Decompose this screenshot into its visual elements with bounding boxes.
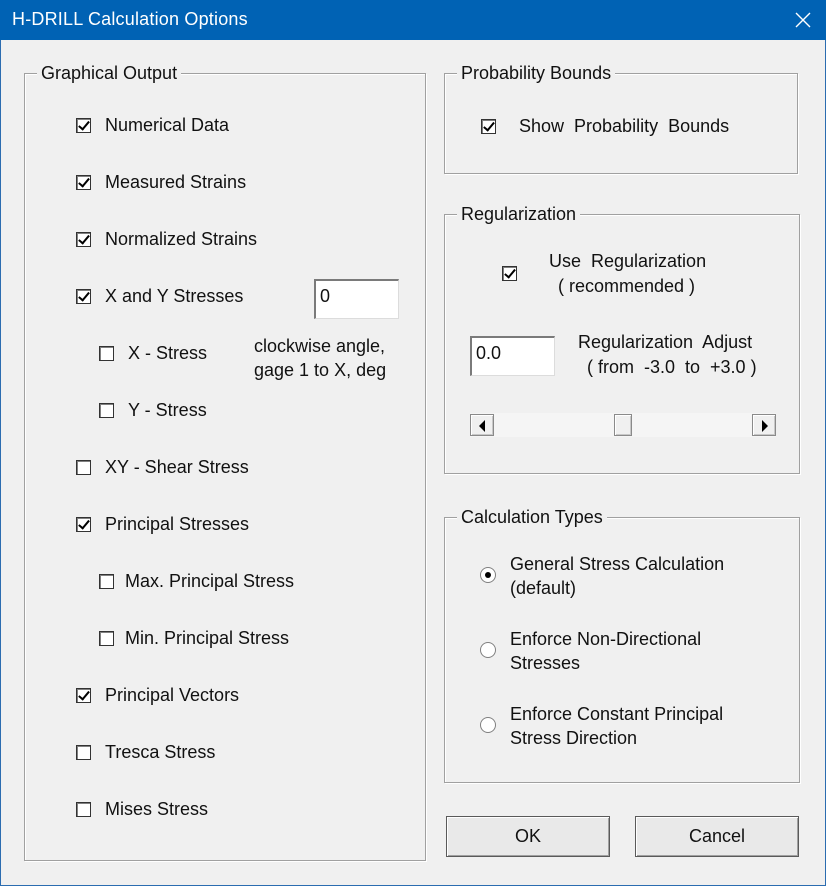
y-stress-checkbox[interactable] bbox=[99, 403, 114, 418]
slider-thumb[interactable] bbox=[614, 414, 632, 436]
window-title: H-DRILL Calculation Options bbox=[12, 9, 248, 29]
principal-stresses-label: Principal Stresses bbox=[105, 514, 250, 534]
general-stress-label-line2: (default) bbox=[510, 578, 577, 598]
probability-bounds-legend: Probability Bounds bbox=[457, 62, 615, 84]
regularization-adjust-input[interactable]: 0.0 bbox=[470, 336, 555, 376]
constant-principal-radio[interactable] bbox=[480, 717, 496, 733]
principal-vectors-checkbox[interactable] bbox=[76, 688, 91, 703]
regularization-slider[interactable] bbox=[470, 413, 776, 437]
xy-shear-stress-label: XY - Shear Stress bbox=[105, 457, 249, 477]
slider-left-button[interactable] bbox=[470, 414, 494, 436]
xy-stresses-label: X and Y Stresses bbox=[105, 286, 244, 306]
xy-stresses-checkbox[interactable] bbox=[76, 289, 91, 304]
non-directional-radio[interactable] bbox=[480, 642, 496, 658]
graphical-output-legend: Graphical Output bbox=[37, 62, 181, 84]
measured-strains-label: Measured Strains bbox=[105, 172, 247, 192]
min-principal-stress-label: Min. Principal Stress bbox=[125, 628, 290, 648]
cancel-button[interactable]: Cancel bbox=[635, 816, 799, 857]
x-stress-label: X - Stress bbox=[128, 343, 208, 363]
use-regularization-label-line1: Use Regularization bbox=[549, 251, 707, 271]
general-stress-label-line1: General Stress Calculation bbox=[510, 554, 725, 574]
close-icon bbox=[795, 12, 811, 28]
constant-principal-label-line1: Enforce Constant Principal bbox=[510, 704, 724, 724]
x-stress-checkbox[interactable] bbox=[99, 346, 114, 361]
arrow-left-icon bbox=[479, 420, 485, 432]
use-regularization-checkbox[interactable] bbox=[502, 266, 517, 281]
constant-principal-label-line2: Stress Direction bbox=[510, 728, 638, 748]
non-directional-label-line2: Stresses bbox=[510, 653, 581, 673]
regularization-adjust-label-line1: Regularization Adjust bbox=[578, 332, 753, 352]
ok-button[interactable]: OK bbox=[446, 816, 610, 857]
tresca-stress-label: Tresca Stress bbox=[105, 742, 216, 762]
slider-right-button[interactable] bbox=[752, 414, 776, 436]
dialog-body bbox=[0, 40, 826, 886]
calculation-types-legend: Calculation Types bbox=[457, 506, 607, 528]
principal-stresses-checkbox[interactable] bbox=[76, 517, 91, 532]
numerical-data-checkbox[interactable] bbox=[76, 118, 91, 133]
mises-stress-label: Mises Stress bbox=[105, 799, 209, 819]
normalized-strains-checkbox[interactable] bbox=[76, 232, 91, 247]
angle-label-line1: clockwise angle, bbox=[254, 336, 386, 356]
principal-vectors-label: Principal Vectors bbox=[105, 685, 240, 705]
numerical-data-label: Numerical Data bbox=[105, 115, 230, 135]
angle-label-line2: gage 1 to X, deg bbox=[254, 360, 387, 380]
max-principal-stress-label: Max. Principal Stress bbox=[125, 571, 295, 591]
min-principal-stress-checkbox[interactable] bbox=[99, 631, 114, 646]
show-probability-bounds-label: Show Probability Bounds bbox=[519, 116, 730, 136]
non-directional-label-line1: Enforce Non-Directional bbox=[510, 629, 702, 649]
max-principal-stress-checkbox[interactable] bbox=[99, 574, 114, 589]
normalized-strains-label: Normalized Strains bbox=[105, 229, 258, 249]
y-stress-label: Y - Stress bbox=[128, 400, 207, 420]
title-bar bbox=[0, 0, 826, 40]
general-stress-radio[interactable] bbox=[480, 567, 496, 583]
mises-stress-checkbox[interactable] bbox=[76, 802, 91, 817]
regularization-adjust-label-line2: ( from -3.0 to +3.0 ) bbox=[587, 357, 757, 377]
regularization-legend: Regularization bbox=[457, 203, 580, 225]
arrow-right-icon bbox=[762, 420, 768, 432]
show-probability-bounds-checkbox[interactable] bbox=[481, 119, 496, 134]
use-regularization-label-line2: ( recommended ) bbox=[558, 276, 696, 296]
angle-input[interactable]: 0 bbox=[314, 279, 399, 319]
close-button[interactable] bbox=[780, 0, 826, 40]
tresca-stress-checkbox[interactable] bbox=[76, 745, 91, 760]
xy-shear-stress-checkbox[interactable] bbox=[76, 460, 91, 475]
measured-strains-checkbox[interactable] bbox=[76, 175, 91, 190]
